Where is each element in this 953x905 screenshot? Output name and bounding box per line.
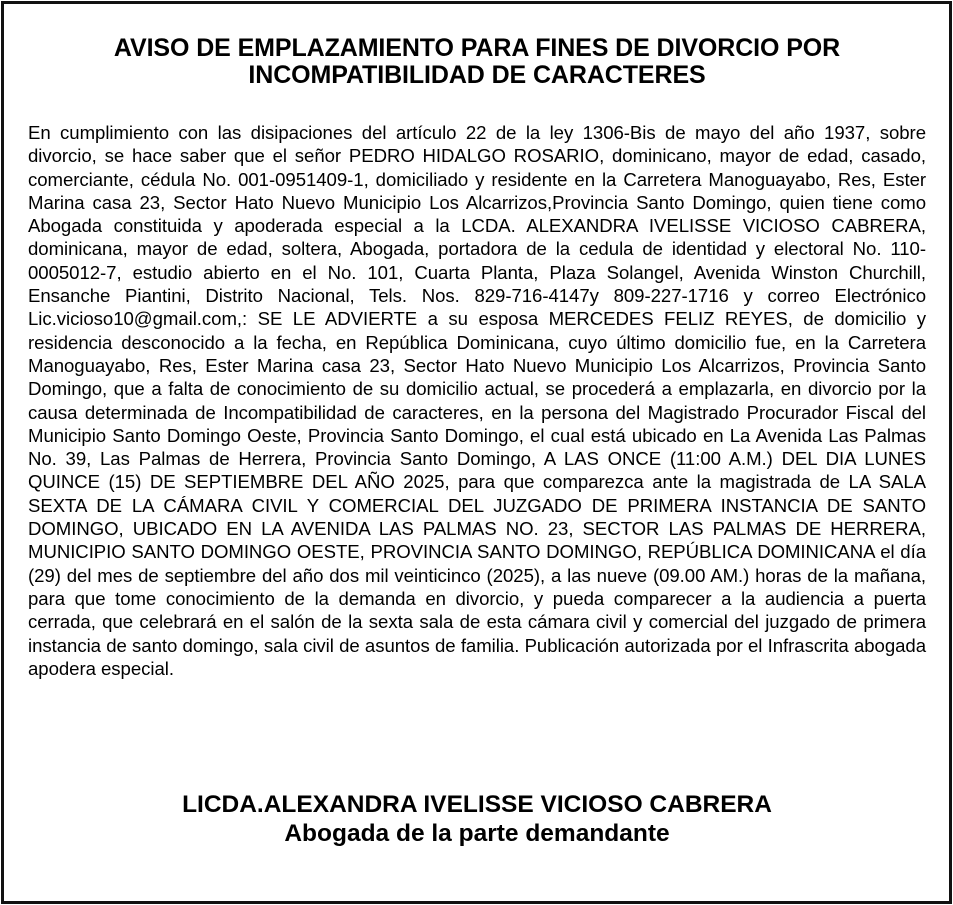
notice-body: En cumplimiento con las disipaciones del artículo 22 de la ley 1306-Bis de mayo del año 1937, sobre divorcio, se hace saber que el señor PEDRO HIDALGO ROSARIO, dominicano, mayor de edad, casado, comerciante, cédula No. 001-0951409-1, domiciliado y residente en la Carretera Manoguayabo, Res, Ester Marina casa 23, Sector Hato Nuevo Municipio Los Alcarrizos,Provincia Santo Domingo, quien tiene como Abogada constituida y apoderada especial a la LCDA. ALEXANDRA IVELISSE VICIOSO CABRERA, dominicana, mayor de edad, soltera, Abogada, portadora de la cedula de identidad y electoral No. 110-0005012-7, estudio abierto en el No. 101, Cuarta Planta, Plaza Solangel, Avenida Winston Churchill, Ensanche Piantini, Distrito Nacional, Tels. Nos. 829-716-4147y 809-227-1716 y correo Electrónico Lic.vicioso10@gmail.com,: SE LE ADVIERTE a su esposa MERCEDES FELIZ REYES, de domicilio y residencia desconocido a la fecha, en República Dominicana, cuyo último domicilio fue, en la Carretera Manoguayabo, Res, Ester Marina casa 23, Sector Hato Nuevo Municipio Los Alcarrizos, Provincia Santo Domingo, que a falta de conocimiento de su domicilio actual, se procederá a emplazarla, en divorcio por la causa determinada de Incompatibilidad de caracteres, en la persona del Magistrado Procurador Fiscal del Municipio Santo Domingo Oeste, Provincia Santo Domingo, el cual está ubicado en La Avenida Las Palmas No. 39, Las Palmas de Herrera, Provincia Santo Domingo, A LAS ONCE (11:00 A.M.) DEL DIA LUNES QUINCE (15) DE SEPTIEMBRE DEL AÑO 2025, para que comparezca ante la magistrada de LA SALA SEXTA DE LA CÁMARA CIVIL Y COMERCIAL DEL JUZGADO DE PRIMERA INSTANCIA DE SANTO DOMINGO, UBICADO EN LA AVENIDA LAS PALMAS NO. 23, SECTOR LAS PALMAS DE HERRERA, MUNICIPIO SANTO DOMINGO OESTE, PROVINCIA SANTO DOMINGO, REPÚBLICA DOMINICANA el día (29) del mes de septiembre del año dos mil veinticinco (2025), a las nueve (09.00 AM.) horas de la mañana, para que tome conocimiento de la demanda en divorcio, y pueda comparecer a la audiencia a puerta cerrada, que celebrará en el salón de la sexta sala de esta cámara civil y comercial del juzgado de primera instancia de santo domingo, sala civil de asuntos de familia. Publicación autorizada por el Infrascrita abogada apodera especial.	[28, 122, 926, 679]
notice-title	[28, 35, 926, 89]
signature-name: LICDA.ALEXANDRA IVELISSE VICIOSO CABRERA	[182, 791, 772, 818]
notice-title-line-2: INCOMPATIBILIDAD DE CARACTERES	[248, 61, 706, 89]
signature-role: Abogada de la parte demandante	[284, 820, 670, 847]
notice-frame	[1, 1, 952, 904]
notice-title-line-1: AVISO DE EMPLAZAMIENTO PARA FINES DE DIVORCIO POR	[113, 34, 841, 62]
